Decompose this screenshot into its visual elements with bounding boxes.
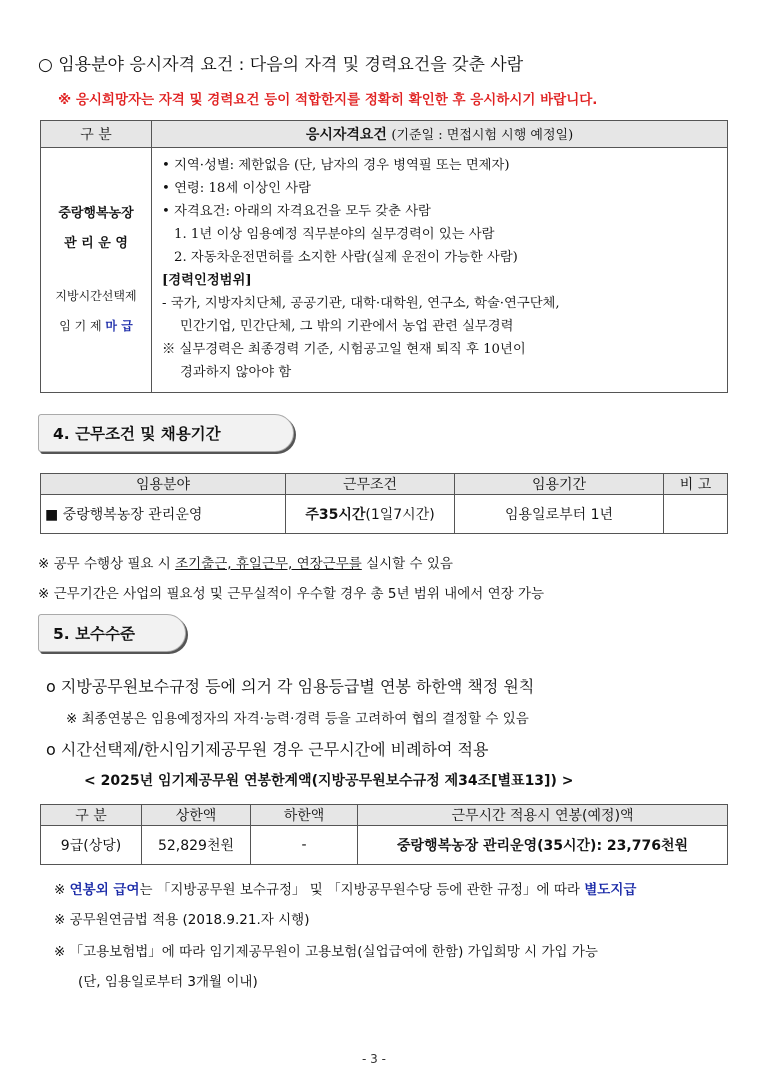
- cell-remark: [664, 495, 728, 534]
- header-field: 임용분야: [41, 474, 286, 495]
- qualification-table: [40, 120, 728, 393]
- career-note-line2: 경과하지 않아야 함: [180, 365, 292, 380]
- header-remark: 비 고: [664, 474, 728, 495]
- position-grade-value: 마 급: [105, 319, 133, 333]
- salary-note-2: ※ 공무원연금법 적용 (2018.9.21.자 시행): [54, 912, 310, 928]
- header-annual: 근무시간 적용시 연봉(예정)액: [358, 805, 728, 826]
- condition-daily: (1일7시간): [365, 507, 435, 523]
- career-range-line1: - 국가, 지방자치단체, 공공기관, 대학·대학원, 연구소, 학술·연구단체,: [162, 296, 560, 311]
- salary-table: [40, 804, 728, 865]
- section-5-title: 5. 보수수준: [53, 625, 135, 643]
- requirements-basis: (기준일 : 면접시험 시행 예정일): [391, 128, 574, 143]
- salary-note-1-highlight: 연봉외 급여: [69, 882, 140, 898]
- cell-grade: 9급(상당): [41, 826, 142, 865]
- warning-note: ※ 응시희망자는 자격 및 경력요건 등이 적합한지를 정확히 확인한 후 응시하시기 바랍니다.: [58, 92, 598, 108]
- condition-hours: 주35시간: [305, 507, 366, 523]
- position-grade-label: 임 기 제: [59, 319, 102, 333]
- position-cell: [41, 148, 152, 393]
- salary-note-1-mid: 는 「지방공무원 보수규정」 및 「지방공무원수당 등에 관한 규정」에 따라: [139, 882, 585, 898]
- table-header-category: 구 분: [41, 121, 152, 148]
- req-item-2: 2. 자동차운전면허를 소지한 사람(실제 운전이 가능한 사람): [174, 250, 518, 265]
- work-note-1-post: 실시할 수 있음: [361, 556, 453, 572]
- section-4-title: 4. 근무조건 및 채용기간: [53, 425, 221, 443]
- header-period: 임용기간: [455, 474, 664, 495]
- header-upper: 상한액: [142, 805, 251, 826]
- page-number: - 3 -: [362, 1052, 386, 1066]
- position-name: 중랑행복농장: [58, 206, 134, 221]
- salary-principle: o 지방공무원보수규정 등에 의거 각 임용등급별 연봉 하한액 책정 원칙: [46, 677, 535, 696]
- salary-table-caption: < 2025년 임기제공무원 연봉한계액(지방공무원보수규정 제34조[별표13]) >: [84, 773, 574, 789]
- work-note-1: [38, 552, 453, 572]
- qualification-heading: ○ 임용분야 응시자격 요건 : 다음의 자격 및 경력요건을 갖춘 사람: [38, 55, 524, 75]
- header-grade: 구 분: [41, 805, 142, 826]
- work-note-1-pre: ※ 공무 수행상 필요 시: [38, 556, 176, 572]
- header-lower: 하한액: [251, 805, 358, 826]
- req-qualification: • 자격요건: 아래의 자격요건을 모두 갖춘 사람: [162, 204, 431, 219]
- table-row: [41, 826, 728, 865]
- salary-negotiation-note: ※ 최종연봉은 임용예정자의 자격·능력·경력 등을 고려하여 협의 결정할 수 있음: [66, 711, 529, 727]
- position-grade: [41, 311, 151, 341]
- salary-note-4: (단, 임용일로부터 3개월 이내): [78, 974, 258, 990]
- header-condition: 근무조건: [286, 474, 455, 495]
- work-conditions-table: [40, 473, 728, 534]
- cell-annual: 중랑행복농장 관리운영(35시간): 23,776천원: [358, 826, 728, 865]
- salary-note-1: [54, 878, 636, 898]
- salary-proportional: o 시간선택제/한시임기제공무원 경우 근무시간에 비례하여 적용: [46, 740, 489, 759]
- table-header-requirements: [152, 121, 728, 148]
- salary-note-3: ※ 「고용보험법」에 따라 임기제공무원이 고용보험(실업급여에 한함) 가입희망 시 가입 가능: [54, 944, 598, 960]
- requirements-label: 응시자격요건: [305, 127, 387, 143]
- cell-upper: 52,829천원: [142, 826, 251, 865]
- req-age: • 연령: 18세 이상인 사람: [162, 181, 311, 196]
- req-region-gender: • 지역·성별: 제한없음 (단, 남자의 경우 병역필 또는 면제자): [162, 158, 510, 173]
- cell-condition: [286, 495, 455, 534]
- position-type: 지방시간선택제: [55, 289, 137, 303]
- cell-field: ■ 중랑행복농장 관리운영: [41, 495, 286, 534]
- career-note-line1: ※ 실무경력은 최종경력 기준, 시험공고일 현재 퇴직 후 10년이: [162, 342, 526, 357]
- career-range-line2: 민간기업, 민간단체, 그 밖의 기관에서 농업 관련 실무경력: [180, 319, 514, 334]
- position-duty: 관 리 운 영: [64, 236, 128, 251]
- salary-note-1-pre: ※: [54, 882, 70, 898]
- career-range-title: [경력인정범위]: [162, 273, 252, 288]
- req-item-1: 1. 1년 이상 임용예정 직무분야의 실무경력이 있는 사람: [174, 227, 495, 242]
- requirements-cell: [152, 148, 728, 393]
- cell-lower: -: [251, 826, 358, 865]
- work-note-2: ※ 근무기간은 사업의 필요성 및 근무실적이 우수할 경우 총 5년 범위 내에서 연장 가능: [38, 586, 545, 602]
- section-4-header: [38, 414, 294, 452]
- work-note-1-underlined: 조기출근, 휴일근무, 연장근무를: [175, 556, 362, 572]
- section-5-header: [38, 614, 186, 652]
- cell-period: 임용일로부터 1년: [455, 495, 664, 534]
- salary-note-1-highlight-2: 별도지급: [584, 882, 637, 898]
- table-row: [41, 495, 728, 534]
